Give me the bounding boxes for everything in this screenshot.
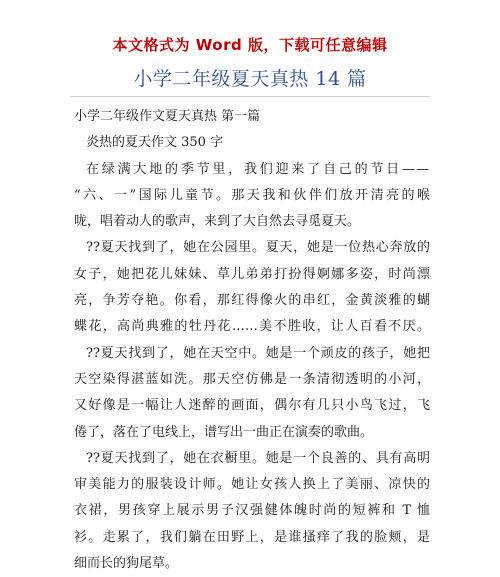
paragraph-line: 又好像是一幅让人迷醉的画面，偶尔有几只小鸟飞过，飞 bbox=[74, 398, 430, 414]
paragraph-line: 倦了，落在了电线上，谱写出一曲正在演奏的歌曲。 bbox=[74, 424, 374, 440]
paragraph-line: 亮，争芳夺艳。你看，那红得像火的串红，金黄淡雅的蝴 bbox=[74, 293, 430, 309]
document-body bbox=[74, 104, 430, 577]
editable-notice-banner: 本文格式为 Word 版，下载可任意编辑 bbox=[112, 36, 388, 54]
section-heading: 小学二年级作文夏天真热 第一篇 bbox=[74, 109, 261, 124]
paragraph-line: ??夏天找到了，她在公园里。夏天，她是一位热心奔放的 bbox=[86, 240, 430, 256]
paragraph-line: 衣裙，男孩穿上展示男子汉强健体魄时尚的短裤和 T 恤 bbox=[74, 503, 430, 519]
essay-subtitle: 炎热的夏天作文 350 字 bbox=[86, 135, 224, 151]
paragraph-line: 审美能力的服装设计师。她让女孩人换上了美丽、凉快的 bbox=[74, 477, 430, 493]
document-title: 小学二年级夏天真热 14 篇 bbox=[133, 68, 367, 90]
paragraph-line: 咙，唱着动人的歌声，来到了大自然去寻觅夏天。 bbox=[74, 214, 361, 230]
paragraph-line: “六、一”国际儿童节。那天我和伙伴们放开清亮的喉 bbox=[74, 187, 430, 203]
paragraph-line: 蝶花，高尚典雅的牡丹花……美不胜收，让人百看不厌。 bbox=[74, 319, 430, 335]
paragraph-line: 衫。走累了，我们躺在田野上，是谁搔痒了我的脸颊，是 bbox=[74, 529, 430, 545]
paragraph-line: 细而长的狗尾草。 bbox=[74, 556, 179, 572]
paragraph-line: ??夏天找到了，她在衣橱里。她是一个良善的、具有高明 bbox=[86, 450, 430, 466]
paragraph-line: ??夏天找到了，她在天空中。她是一个顽皮的孩子，她把 bbox=[86, 345, 430, 361]
paragraph-line: 天空染得湛蓝如洗。那天空仿佛是一条清彻透明的小河， bbox=[74, 371, 430, 387]
paragraph-line: 女子，她把花儿妹妹、草儿弟弟打扮得婀娜多姿，时尚漂 bbox=[74, 266, 430, 282]
title-divider bbox=[70, 96, 430, 97]
paragraph-line: 在绿满大地的季节里，我们迎来了自己的节日—— bbox=[86, 161, 430, 177]
